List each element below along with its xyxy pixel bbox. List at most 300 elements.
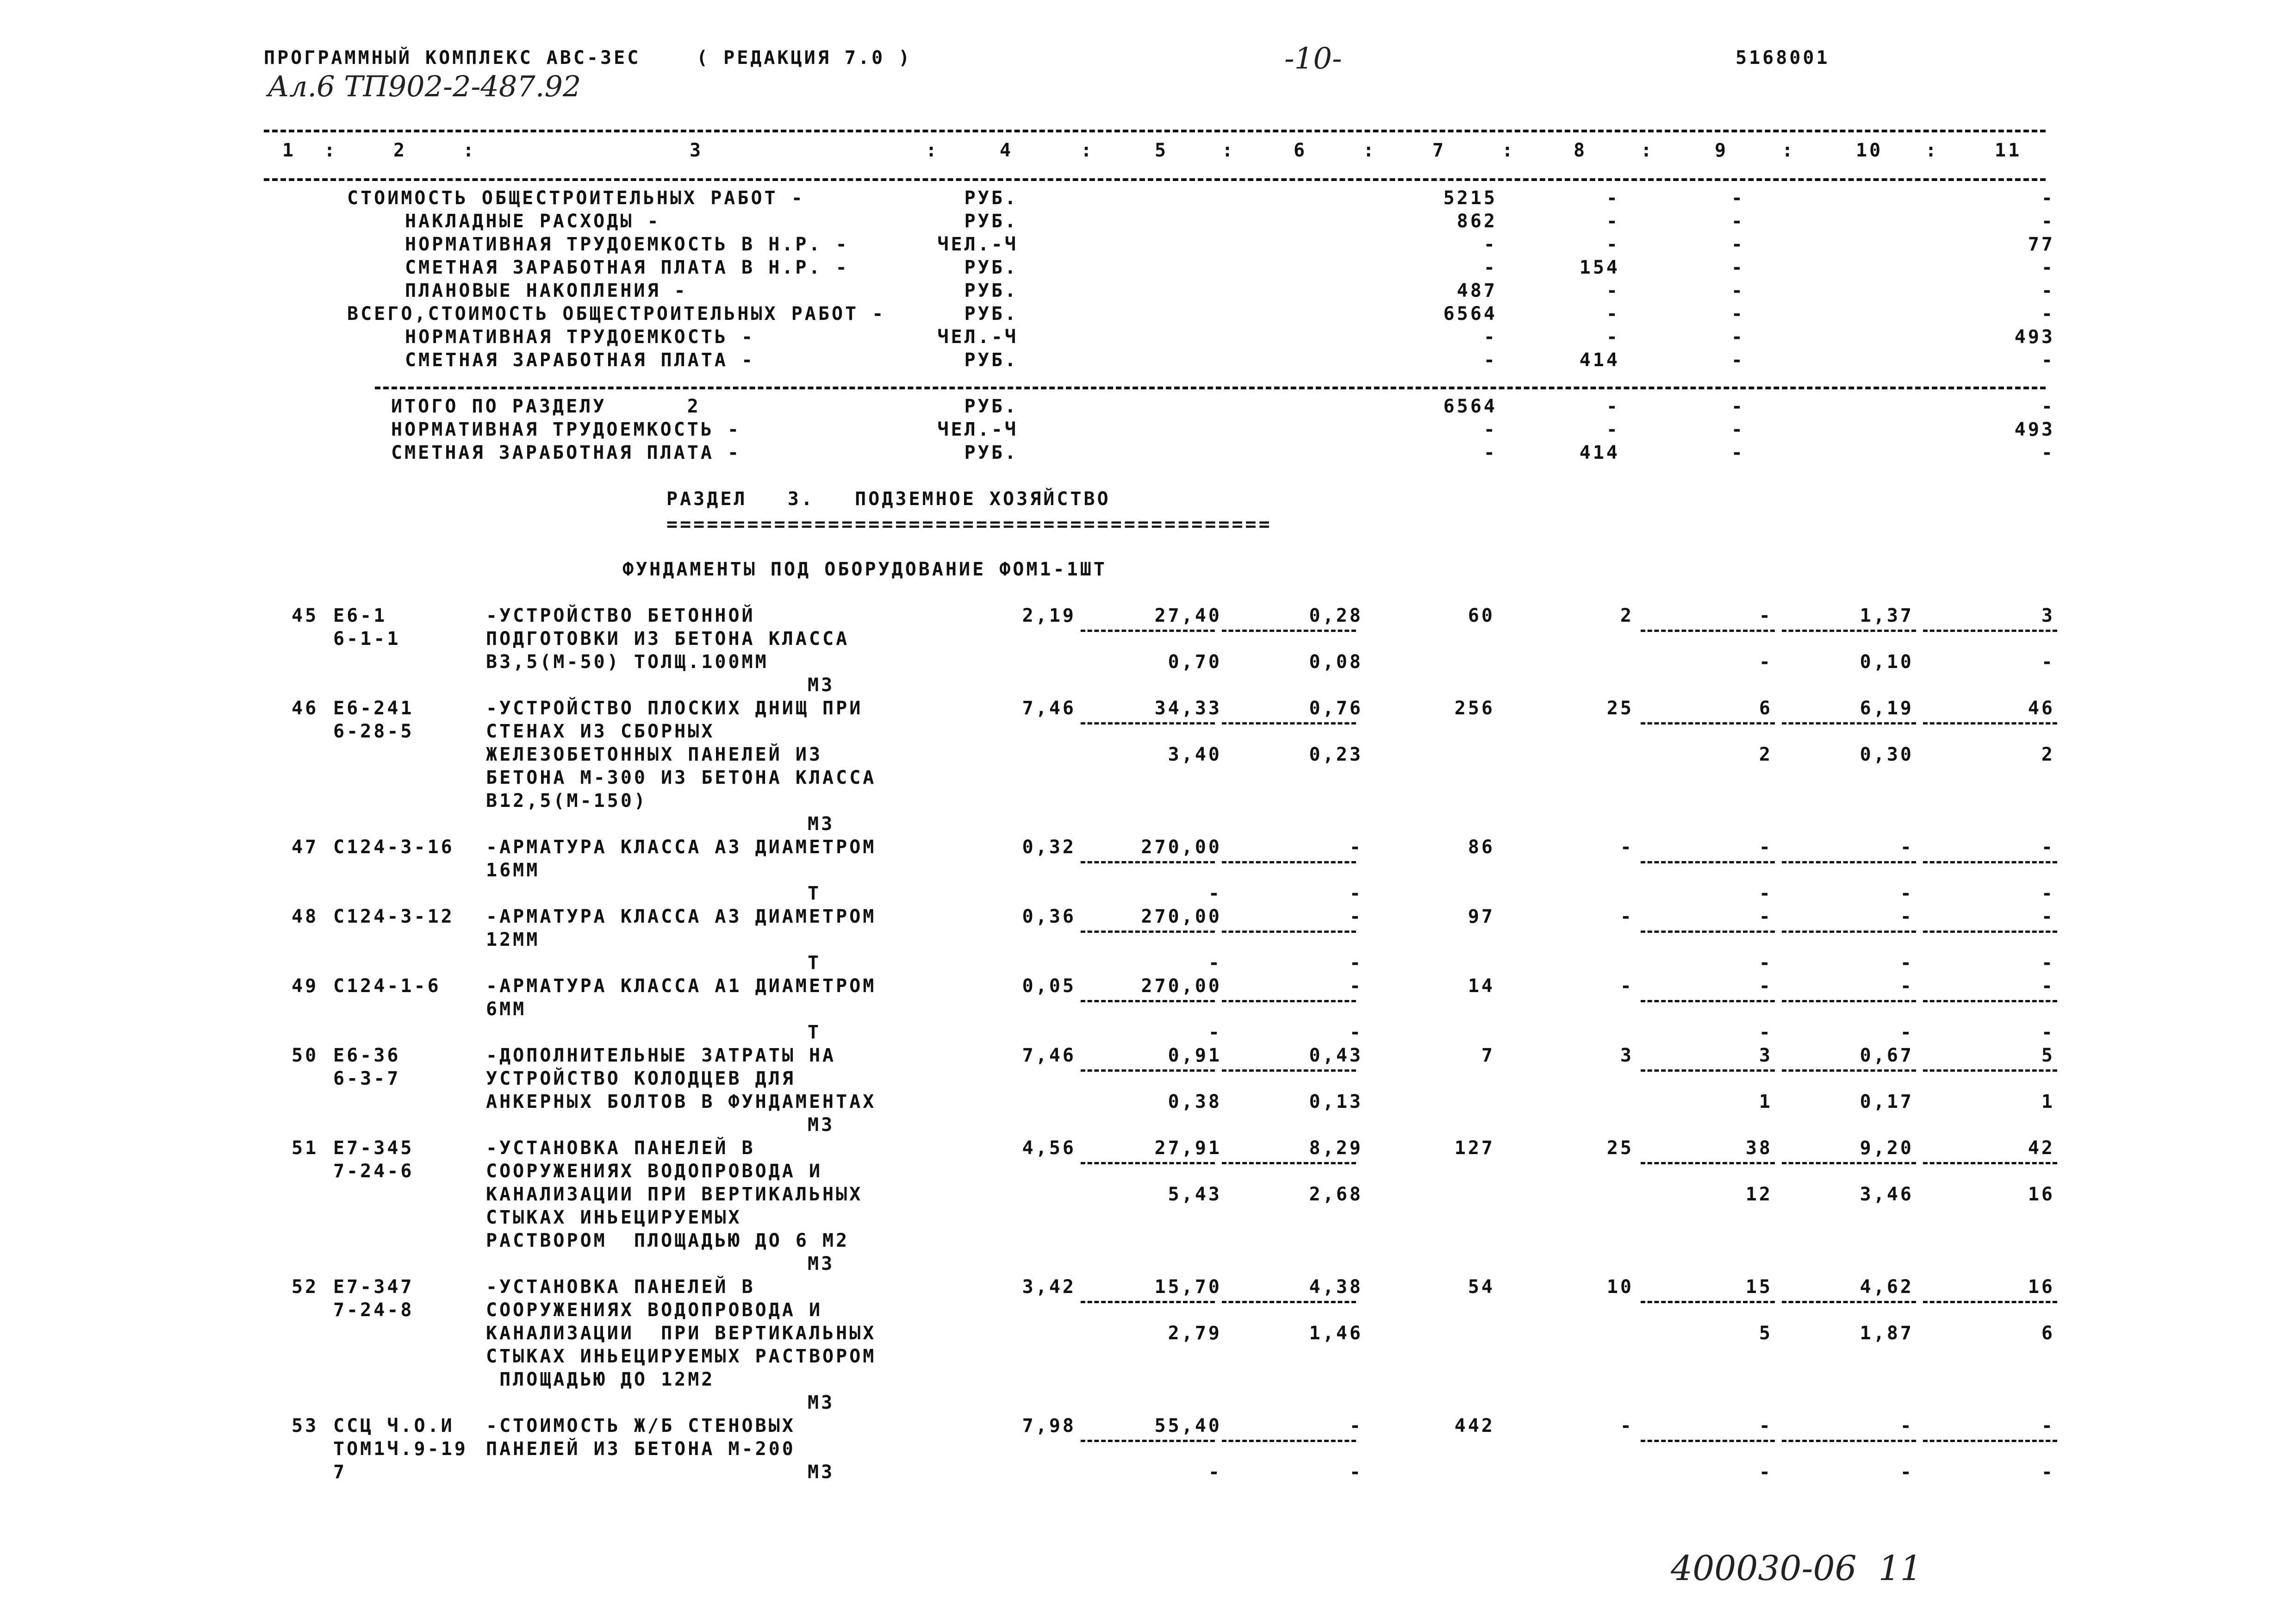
item-description-line: -СТОИМОСТЬ Ж/Б СТЕНОВЫХ [486,1415,796,1437]
item-code: С124-1-6 [333,975,441,997]
item-code: Е6-36 [333,1045,401,1066]
section-underline: ============================================= [666,514,1272,535]
item-number: 49 [292,975,319,997]
page-number: -10- [1284,42,1342,76]
item-second-row-value: 2,68 [1309,1184,1363,1205]
item-code: 7-24-8 [333,1299,414,1321]
underline-col11 [1923,722,2057,725]
item-second-row-value: 2,79 [1168,1323,1222,1344]
item-description-line: СООРУЖЕНИЯХ ВОДОПРОВОДА И [486,1161,823,1182]
summary-value-col9: - [1731,419,1745,440]
underline-col5 [1081,630,1215,632]
item-second-row-value: - [1759,1462,1773,1483]
underline-col5 [1081,722,1215,725]
summary-value-col9: - [1731,396,1745,417]
summary-label: ПЛАНОВЫЕ НАКОПЛЕНИЯ - [405,280,688,301]
item-second-row-value: 12 [1745,1184,1773,1205]
item-value-col10: - [1900,837,1914,858]
handwritten-reference: Ал.6 ТП902-2-487.92 [268,69,581,103]
item-number: 47 [292,837,319,858]
item-unit: М3 [808,1253,835,1274]
summary-value-col11: - [2041,350,2055,371]
underline-col10 [1782,931,1916,933]
item-second-row-value: 1,87 [1860,1323,1914,1344]
summary-value-col11: - [2041,442,2055,463]
summary-unit: РУБ. [964,257,1018,278]
item-value-col4: 0,32 [1022,837,1076,858]
item-description-line: -УСТРОЙСТВО ПЛОСКИХ ДНИЩ ПРИ [486,698,863,719]
underline-col6 [1222,1069,1356,1072]
underline-col10 [1782,722,1916,725]
summary-value-col7: 5215 [1443,187,1497,209]
item-second-row-value: - [1759,883,1773,904]
item-description-line: -АРМАТУРА КЛАССА А1 ДИАМЕТРОМ [486,975,877,997]
summary-label: ИТОГО ПО РАЗДЕЛУ 2 [391,396,701,417]
column-number-3: 3 [690,140,703,161]
item-value-col7: 14 [1468,975,1495,997]
item-unit: М3 [808,813,835,835]
summary-value-col7: - [1483,442,1497,463]
item-code: Е7-345 [333,1137,414,1159]
column-separator: : [1502,140,1516,161]
summary-unit: ЧЕЛ.-Ч [937,234,1018,255]
column-number-2: 2 [393,140,407,161]
column-separator: : [1641,140,1655,161]
item-second-row-value: 5,43 [1168,1184,1222,1205]
item-value-col5: 270,00 [1141,837,1222,858]
summary-separator [375,387,2046,389]
item-code: Е6-241 [333,698,414,719]
doc-code: 5168001 [1736,47,1830,69]
underline-col5 [1081,931,1215,933]
summary-unit: ЧЕЛ.-Ч [937,326,1018,348]
section-title: РАЗДЕЛ 3. ПОДЗЕМНОЕ ХОЗЯЙСТВО [666,488,1111,510]
item-second-row-value: - [1900,883,1914,904]
summary-value-col11: - [2041,257,2055,278]
item-value-col8: 25 [1606,1137,1634,1159]
item-second-row-value: 0,38 [1168,1091,1222,1112]
item-value-col4: 0,36 [1022,906,1076,927]
item-value-col11: - [2041,975,2055,997]
underline-col11 [1923,1440,2057,1442]
item-value-col7: 60 [1468,605,1495,626]
underline-col5 [1081,1162,1215,1164]
item-value-col11: - [2041,1415,2055,1437]
item-value-col8: 10 [1606,1276,1634,1298]
item-value-col4: 7,46 [1022,1045,1076,1066]
item-value-col8: - [1620,906,1634,927]
summary-value-col8: 414 [1579,442,1620,463]
item-value-col4: 4,56 [1022,1137,1076,1159]
item-second-row-value: 0,30 [1860,744,1914,765]
item-value-col6: - [1349,906,1363,927]
item-value-col9: 6 [1759,698,1773,719]
item-second-row-value: - [1349,883,1363,904]
item-value-col8: 2 [1620,605,1634,626]
item-value-col6: 0,28 [1309,605,1363,626]
item-value-col10: 9,20 [1860,1137,1914,1159]
item-second-row-value: - [1900,1462,1914,1483]
item-second-row-value: 0,70 [1168,651,1222,673]
column-separator: : [1363,140,1377,161]
underline-col6 [1222,722,1356,725]
item-value-col5: 270,00 [1141,975,1222,997]
summary-label: СМЕТНАЯ ЗАРАБОТНАЯ ПЛАТА - [391,442,741,463]
underline-col11 [1923,931,2057,933]
item-description-line: -УСТАНОВКА ПАНЕЛЕЙ В [486,1137,755,1159]
item-value-col8: 25 [1606,698,1634,719]
underline-col9 [1641,861,1775,863]
header-rule-top [264,130,2046,132]
item-number: 53 [292,1415,319,1437]
item-value-col10: - [1900,906,1914,927]
summary-unit: РУБ. [964,211,1018,232]
summary-label: НОРМАТИВНАЯ ТРУДОЕМКОСТЬ - [391,419,741,440]
item-value-col7: 97 [1468,906,1495,927]
item-second-row-value: - [1759,651,1773,673]
item-value-col6: 0,43 [1309,1045,1363,1066]
underline-col5 [1081,1440,1215,1442]
item-unit: Т [808,1022,821,1043]
underline-col11 [1923,1162,2057,1164]
item-value-col7: 7 [1481,1045,1495,1066]
item-description-line: АНКЕРНЫХ БОЛТОВ В ФУНДАМЕНТАХ [486,1091,877,1112]
item-description-line: УСТРОЙСТВО КОЛОДЦЕВ ДЛЯ [486,1068,796,1089]
item-value-col4: 7,46 [1022,698,1076,719]
underline-col5 [1081,1000,1215,1002]
item-unit: Т [808,883,821,904]
item-description-line: СТЫКАХ ИНЬЕЦИРУЕМЫХ [486,1207,742,1228]
summary-value-col7: 862 [1456,211,1497,232]
summary-label: СТОИМОСТЬ ОБЩЕСТРОИТЕЛЬНЫХ РАБОТ - [347,187,805,209]
summary-value-col9: - [1731,442,1745,463]
item-description-line: 16ММ [486,860,540,881]
summary-value-col11: 493 [2014,419,2055,440]
item-number: 51 [292,1137,319,1159]
summary-value-col11: 493 [2014,326,2055,348]
underline-col11 [1923,630,2057,632]
item-second-row-value: - [2041,1462,2055,1483]
column-number-9: 9 [1715,140,1729,161]
item-value-col11: 3 [2041,605,2055,626]
item-value-col10: - [1900,975,1914,997]
item-number: 52 [292,1276,319,1298]
item-description-line: -УСТАНОВКА ПАНЕЛЕЙ В [486,1276,755,1298]
column-number-4: 4 [1000,140,1014,161]
underline-col9 [1641,1440,1775,1442]
item-value-col4: 3,42 [1022,1276,1076,1298]
summary-unit: РУБ. [964,187,1018,209]
item-value-col9: - [1759,975,1773,997]
item-second-row-value: - [1208,1022,1222,1043]
underline-col10 [1782,630,1916,632]
item-second-row-value: 0,10 [1860,651,1914,673]
item-value-col5: 0,91 [1168,1045,1222,1066]
summary-label: НАКЛАДНЫЕ РАСХОДЫ - [405,211,661,232]
item-value-col7: 54 [1468,1276,1495,1298]
summary-value-col8: - [1606,303,1620,325]
item-second-row-value: - [1208,1462,1222,1483]
column-number-1: 1 [282,140,296,161]
item-code: 6-3-7 [333,1068,401,1089]
item-unit: М3 [808,675,835,696]
underline-col6 [1222,861,1356,863]
item-value-col5: 27,40 [1154,605,1222,626]
item-second-row-value: - [2041,651,2055,673]
summary-value-col8: 154 [1579,257,1620,278]
item-value-col9: 38 [1745,1137,1773,1159]
item-second-row-value: - [1900,952,1914,974]
underline-col6 [1222,1162,1356,1164]
item-value-col10: 0,67 [1860,1045,1914,1066]
item-code: 7 [333,1462,347,1483]
summary-value-col7: - [1483,257,1497,278]
summary-value-col8: - [1606,396,1620,417]
underline-col5 [1081,1069,1215,1072]
item-value-col5: 15,70 [1154,1276,1222,1298]
item-description-line: ПЛОЩАДЬЮ ДО 12М2 [486,1369,715,1390]
summary-value-col9: - [1731,280,1745,301]
item-value-col6: 0,76 [1309,698,1363,719]
item-code: С124-3-16 [333,837,454,858]
item-code: 6-1-1 [333,628,401,650]
item-value-col7: 86 [1468,837,1495,858]
item-second-row-value: - [1208,952,1222,974]
program-name: ПРОГРАММНЫЙ КОМПЛЕКС АВС-ЗЕС [264,47,641,69]
handwritten-footer-code: 400030-06 11 [1671,1549,1922,1588]
item-value-col5: 34,33 [1154,698,1222,719]
item-unit: Т [808,952,821,974]
item-value-col6: 4,38 [1309,1276,1363,1298]
item-second-row-value: 3,40 [1168,744,1222,765]
summary-value-col7: 6564 [1443,396,1497,417]
underline-col10 [1782,1069,1916,1072]
edition-label: ( РЕДАКЦИЯ 7.0 ) [697,47,912,69]
summary-label: ВСЕГО,СТОИМОСТЬ ОБЩЕСТРОИТЕЛЬНЫХ РАБОТ - [347,303,886,325]
item-second-row-value: - [2041,883,2055,904]
summary-value-col8: - [1606,187,1620,209]
underline-col11 [1923,861,2057,863]
item-second-row-value: 3,46 [1860,1184,1914,1205]
item-number: 46 [292,698,319,719]
item-second-row-value: 6 [2041,1323,2055,1344]
item-value-col8: 3 [1620,1045,1634,1066]
underline-col6 [1222,1301,1356,1303]
item-code: Е7-347 [333,1276,414,1298]
item-number: 45 [292,605,319,626]
item-value-col6: - [1349,1415,1363,1437]
summary-label: НОРМАТИВНАЯ ТРУДОЕМКОСТЬ - [405,326,755,348]
item-value-col7: 256 [1454,698,1495,719]
item-value-col9: 15 [1745,1276,1773,1298]
item-description-line: В3,5(М-50) ТОЛЩ.100ММ [486,651,769,673]
item-second-row-value: 1,46 [1309,1323,1363,1344]
item-code: ССЦ Ч.О.И [333,1415,454,1437]
item-second-row-value: 5 [1759,1323,1773,1344]
column-separator: : [926,140,940,161]
summary-value-col8: - [1606,211,1620,232]
item-description-line: РАСТВОРОМ ПЛОЩАДЬЮ ДО 6 М2 [486,1230,850,1251]
item-unit: М3 [808,1462,835,1483]
item-value-col9: - [1759,1415,1773,1437]
summary-value-col11: - [2041,280,2055,301]
underline-col9 [1641,1301,1775,1303]
summary-value-col7: - [1483,350,1497,371]
item-code: ТОМ1Ч.9-19 [333,1438,468,1460]
item-value-col5: 27,91 [1154,1137,1222,1159]
item-second-row-value: 0,17 [1860,1091,1914,1112]
summary-value-col7: - [1483,326,1497,348]
item-second-row-value: 1 [1759,1091,1773,1112]
item-description-line: СООРУЖЕНИЯХ ВОДОПРОВОДА И [486,1299,823,1321]
item-code: 7-24-6 [333,1161,414,1182]
item-value-col9: - [1759,605,1773,626]
item-second-row-value: - [1349,1462,1363,1483]
item-value-col9: - [1759,837,1773,858]
underline-col6 [1222,931,1356,933]
item-value-col11: 46 [2028,698,2055,719]
item-number: 48 [292,906,319,927]
underline-col11 [1923,1000,2057,1002]
underline-col6 [1222,1000,1356,1002]
item-value-col6: - [1349,837,1363,858]
item-value-col7: 127 [1454,1137,1495,1159]
item-description-line: ПАНЕЛЕЙ ИЗ БЕТОНА М-200 [486,1438,796,1460]
item-value-col11: 16 [2028,1276,2055,1298]
item-value-col11: - [2041,906,2055,927]
underline-col10 [1782,1162,1916,1164]
item-unit: М3 [808,1114,835,1136]
item-second-row-value: - [1759,1022,1773,1043]
underline-col9 [1641,1000,1775,1002]
item-value-col4: 2,19 [1022,605,1076,626]
underline-col10 [1782,1000,1916,1002]
summary-value-col9: - [1731,187,1745,209]
column-separator: : [324,140,338,161]
underline-col9 [1641,931,1775,933]
summary-label: СМЕТНАЯ ЗАРАБОТНАЯ ПЛАТА - [405,350,755,371]
item-value-col6: 8,29 [1309,1137,1363,1159]
item-second-row-value: - [1349,952,1363,974]
item-value-col8: - [1620,837,1634,858]
item-value-col10: 1,37 [1860,605,1914,626]
item-value-col11: 5 [2041,1045,2055,1066]
item-description-line: КАНАЛИЗАЦИИ ПРИ ВЕРТИКАЛЬНЫХ [486,1323,877,1344]
summary-value-col8: - [1606,280,1620,301]
item-second-row-value: 0,08 [1309,651,1363,673]
summary-unit: РУБ. [964,350,1018,371]
item-value-col8: - [1620,975,1634,997]
summary-value-col7: - [1483,234,1497,255]
item-second-row-value: 16 [2028,1184,2055,1205]
column-separator: : [1925,140,1939,161]
item-description-line: 6ММ [486,999,527,1020]
column-number-7: 7 [1432,140,1446,161]
item-value-col4: 7,98 [1022,1415,1076,1437]
item-description-line: -ДОПОЛНИТЕЛЬНЫЕ ЗАТРАТЫ НА [486,1045,836,1066]
item-value-col4: 0,05 [1022,975,1076,997]
summary-unit: ЧЕЛ.-Ч [937,419,1018,440]
item-number: 50 [292,1045,319,1066]
item-second-row-value: 0,13 [1309,1091,1363,1112]
item-value-col10: - [1900,1415,1914,1437]
column-number-11: 11 [1995,140,2022,161]
item-description-line: -УСТРОЙСТВО БЕТОННОЙ [486,605,755,626]
item-value-col9: 3 [1759,1045,1773,1066]
item-description-line: КАНАЛИЗАЦИИ ПРИ ВЕРТИКАЛЬНЫХ [486,1184,863,1205]
summary-value-col9: - [1731,326,1745,348]
summary-value-col9: - [1731,211,1745,232]
section-subtitle: ФУНДАМЕНТЫ ПОД ОБОРУДОВАНИЕ ФОМ1-1ШТ [622,559,1107,580]
summary-value-col7: 487 [1456,280,1497,301]
underline-col9 [1641,722,1775,725]
summary-unit: РУБ. [964,442,1018,463]
item-code: 6-28-5 [333,721,414,742]
summary-value-col11: - [2041,303,2055,325]
item-description-line: В12,5(М-150) [486,790,647,812]
column-number-10: 10 [1856,140,1883,161]
item-second-row-value: - [1349,1022,1363,1043]
column-number-6: 6 [1294,140,1307,161]
item-description-line: ЖЕЛЕЗОБЕТОННЫХ ПАНЕЛЕЙ ИЗ [486,744,823,765]
summary-value-col9: - [1731,257,1745,278]
item-value-col6: - [1349,975,1363,997]
header-rule-bottom [264,178,2046,181]
item-description-line: СТЫКАХ ИНЬЕЦИРУЕМЫХ РАСТВОРОМ [486,1346,877,1367]
underline-col5 [1081,1301,1215,1303]
item-code: С124-3-12 [333,906,454,927]
summary-value-col8: 414 [1579,350,1620,371]
underline-col6 [1222,1440,1356,1442]
item-description-line: ПОДГОТОВКИ ИЗ БЕТОНА КЛАССА [486,628,850,650]
underline-col10 [1782,1440,1916,1442]
summary-value-col8: - [1606,419,1620,440]
item-second-row-value: 0,23 [1309,744,1363,765]
summary-value-col11: - [2041,396,2055,417]
summary-unit: РУБ. [964,396,1018,417]
item-second-row-value: - [2041,952,2055,974]
item-description-line: -АРМАТУРА КЛАССА А3 ДИАМЕТРОМ [486,837,877,858]
summary-value-col9: - [1731,350,1745,371]
column-number-5: 5 [1155,140,1169,161]
summary-unit: РУБ. [964,280,1018,301]
item-second-row-value: - [2041,1022,2055,1043]
underline-col10 [1782,861,1916,863]
summary-value-col11: - [2041,187,2055,209]
item-value-col11: 42 [2028,1137,2055,1159]
item-second-row-value: - [1208,883,1222,904]
item-code: Е6-1 [333,605,387,626]
underline-col9 [1641,1069,1775,1072]
summary-value-col9: - [1731,303,1745,325]
summary-value-col8: - [1606,234,1620,255]
summary-value-col7: - [1483,419,1497,440]
underline-col11 [1923,1069,2057,1072]
item-unit: М3 [808,1392,835,1413]
column-separator: : [1782,140,1796,161]
summary-unit: РУБ. [964,303,1018,325]
column-separator: : [1081,140,1095,161]
item-value-col5: 55,40 [1154,1415,1222,1437]
item-description-line: БЕТОНА М-300 ИЗ БЕТОНА КЛАССА [486,767,877,788]
summary-value-col9: - [1731,234,1745,255]
item-value-col9: - [1759,906,1773,927]
column-number-8: 8 [1574,140,1587,161]
summary-label: НОРМАТИВНАЯ ТРУДОЕМКОСТЬ В Н.Р. - [405,234,849,255]
item-value-col10: 4,62 [1860,1276,1914,1298]
column-separator: : [1222,140,1236,161]
item-value-col10: 6,19 [1860,698,1914,719]
